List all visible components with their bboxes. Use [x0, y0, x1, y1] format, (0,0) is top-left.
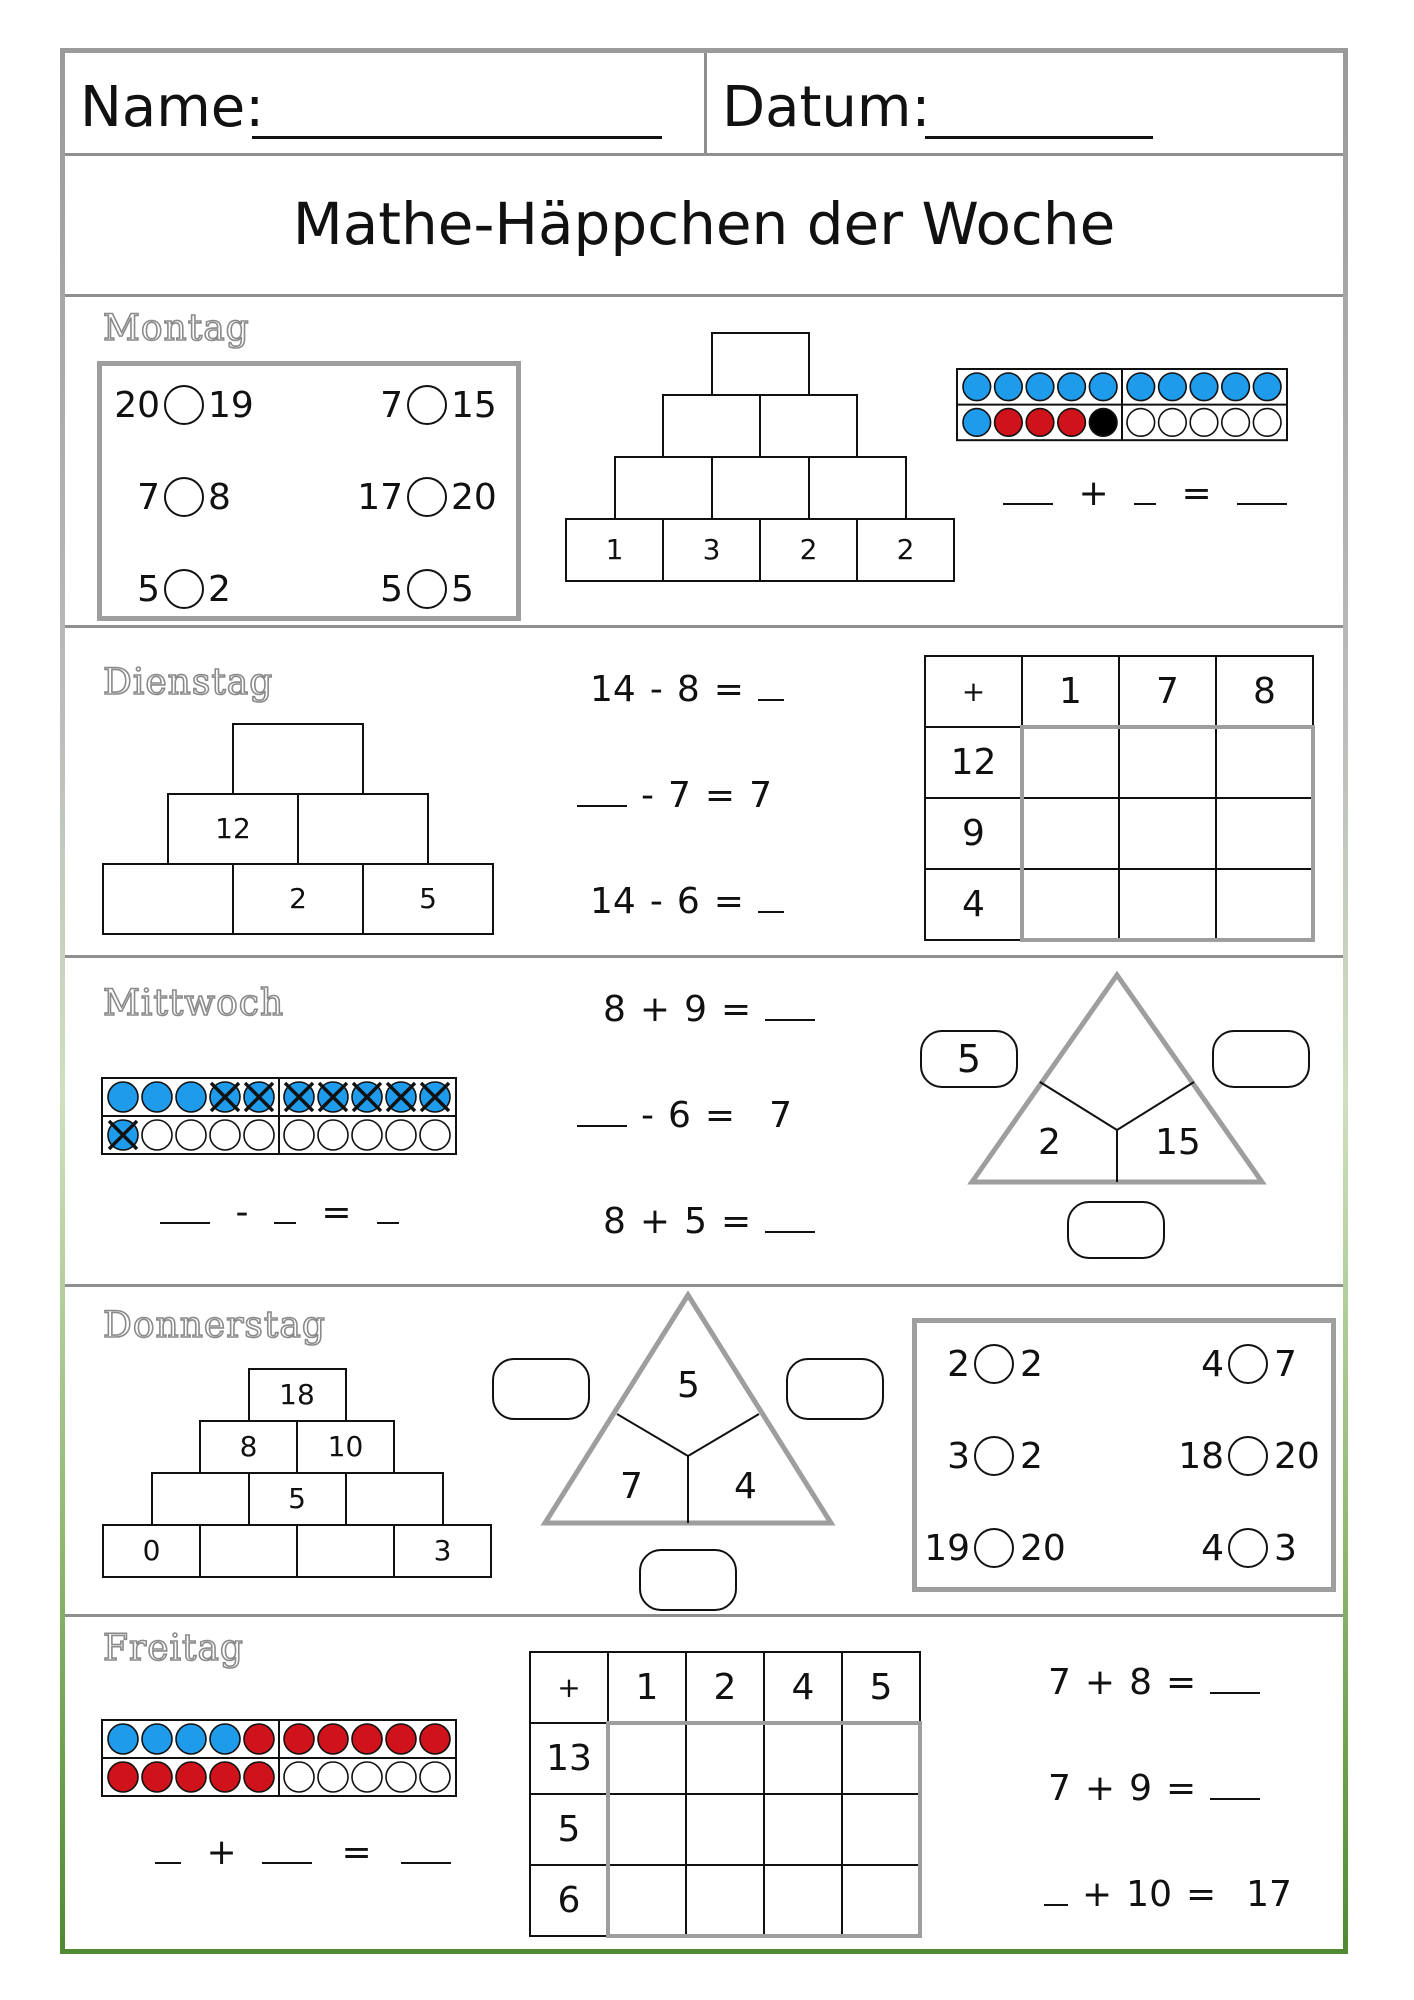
compare-right-number: 19: [208, 385, 254, 426]
compare-left-number: 7: [380, 385, 403, 426]
compare-circle[interactable]: [407, 385, 447, 425]
compare-left-number: 20: [114, 385, 160, 426]
empty-bead: [318, 1120, 348, 1150]
table-column-header: 1: [607, 1651, 687, 1724]
empty-bead: [318, 1762, 348, 1792]
compare-right-number: 8: [208, 477, 231, 518]
triangle-value: 4: [734, 1466, 757, 1507]
compare-right-number: 2: [1020, 1436, 1043, 1477]
compare-circle[interactable]: [164, 569, 204, 609]
compare-left-number: 19: [924, 1528, 970, 1569]
pyramid-cell[interactable]: 2: [856, 518, 955, 582]
table-corner: +: [924, 655, 1023, 728]
blue-bead: [963, 409, 991, 437]
triangle-outer-box-empty[interactable]: [786, 1358, 884, 1420]
blue-bead: [210, 1724, 240, 1754]
table-column-header: 2: [685, 1651, 765, 1724]
equation: 7 + 8 =: [1048, 1665, 1260, 1701]
twenty-bead-rack: [100, 1718, 458, 1798]
pyramid-cell[interactable]: [808, 456, 907, 520]
pyramid-cell[interactable]: [296, 1524, 395, 1578]
date-field[interactable]: [925, 136, 1153, 139]
divider: [65, 153, 1343, 156]
equation: 14 - 8 =: [590, 672, 784, 708]
twenty-bead-rack: [100, 1076, 458, 1156]
compare-left-number: 5: [380, 569, 403, 610]
day-label-dienstag: Dienstag: [103, 662, 274, 703]
pyramid-cell[interactable]: 5: [362, 863, 494, 935]
pyramid-cell[interactable]: 12: [167, 793, 299, 865]
blue-bead: [1159, 373, 1187, 401]
triangle-outer-box-empty[interactable]: [492, 1358, 590, 1420]
compare-circle[interactable]: [974, 1344, 1014, 1384]
triangle-value: 7: [620, 1466, 643, 1507]
pyramid-cell[interactable]: 0: [102, 1524, 201, 1578]
empty-bead: [284, 1762, 314, 1792]
table-row-header: 5: [529, 1793, 609, 1866]
divider: [65, 1284, 1343, 1287]
compare-circle[interactable]: [974, 1528, 1014, 1568]
triangle-outer-box-empty[interactable]: [639, 1549, 737, 1611]
pyramid-cell[interactable]: [614, 456, 713, 520]
empty-bead: [142, 1120, 172, 1150]
compare-circle[interactable]: [164, 477, 204, 517]
divider: [65, 294, 1343, 297]
compare-right-number: 20: [1020, 1528, 1066, 1569]
equation: 8 + 9 =: [603, 992, 815, 1028]
page-title: Mathe-Häppchen der Woche: [292, 190, 1116, 258]
triangle-value: 5: [677, 1365, 700, 1406]
equation: + 10 = 17: [1044, 1877, 1292, 1913]
name-label: Name:: [80, 75, 265, 140]
pyramid-cell[interactable]: [297, 793, 429, 865]
empty-bead: [1190, 409, 1218, 437]
table-answer-area: [606, 1721, 922, 1938]
table-column-header: 1: [1021, 655, 1120, 728]
red-bead: [284, 1724, 314, 1754]
pyramid-cell[interactable]: [759, 394, 858, 458]
empty-bead: [352, 1762, 382, 1792]
addition-task: + =: [1003, 476, 1287, 512]
pyramid-cell[interactable]: [711, 332, 810, 396]
blue-bead: [108, 1724, 138, 1754]
blue-bead: [1058, 373, 1086, 401]
blue-bead: [1222, 373, 1250, 401]
pyramid-cell[interactable]: 3: [393, 1524, 492, 1578]
table-row-header: 4: [924, 868, 1023, 941]
blue-bead: [176, 1082, 206, 1112]
compare-right-number: 5: [451, 569, 474, 610]
table-corner: +: [529, 1651, 609, 1724]
blue-bead: [176, 1724, 206, 1754]
compare-circle[interactable]: [1228, 1528, 1268, 1568]
blue-bead: [995, 373, 1023, 401]
divider: [704, 53, 707, 153]
red-bead: [318, 1724, 348, 1754]
table-row-header: 13: [529, 1722, 609, 1795]
compare-left-number: 2: [947, 1344, 970, 1385]
red-bead: [244, 1762, 274, 1792]
triangle-value: 15: [1155, 1122, 1201, 1163]
red-bead: [1026, 409, 1054, 437]
table-column-header: 5: [841, 1651, 921, 1724]
table-column-header: 4: [763, 1651, 843, 1724]
empty-bead: [210, 1120, 240, 1150]
red-bead: [210, 1762, 240, 1792]
pyramid-cell[interactable]: [102, 863, 234, 935]
day-label-freitag: Freitag: [103, 1628, 244, 1669]
divider: [65, 625, 1343, 628]
compare-left-number: 18: [1178, 1436, 1224, 1477]
compare-right-number: 2: [208, 569, 231, 610]
pyramid-cell[interactable]: 1: [565, 518, 664, 582]
compare-left-number: 5: [137, 569, 160, 610]
pyramid-cell[interactable]: 10: [296, 1420, 395, 1474]
triangle-value: 2: [1038, 1122, 1061, 1163]
compare-right-number: 20: [1274, 1436, 1320, 1477]
pyramid-cell[interactable]: [232, 723, 364, 795]
empty-bead: [284, 1120, 314, 1150]
blue-bead: [142, 1724, 172, 1754]
empty-bead: [176, 1120, 206, 1150]
red-bead: [176, 1762, 206, 1792]
divider: [65, 1614, 1343, 1617]
table-column-header: 8: [1215, 655, 1314, 728]
compare-right-number: 20: [451, 477, 497, 518]
red-bead: [1058, 409, 1086, 437]
divider: [65, 955, 1343, 958]
day-label-mittwoch: Mittwoch: [103, 983, 285, 1024]
compare-left-number: 4: [1201, 1344, 1224, 1385]
date-label: Datum:: [722, 75, 931, 140]
blue-bead: [1190, 373, 1218, 401]
blue-bead: [142, 1082, 172, 1112]
equation: - 7 = 7: [577, 778, 772, 814]
empty-bead: [1222, 409, 1250, 437]
table-answer-area: [1020, 725, 1315, 942]
pyramid-cell[interactable]: [662, 394, 761, 458]
table-column-header: 7: [1118, 655, 1217, 728]
pyramid-cell[interactable]: 18: [248, 1368, 347, 1422]
blue-bead: [1089, 373, 1117, 401]
addition-task: + =: [155, 1835, 451, 1871]
empty-bead: [1253, 409, 1281, 437]
empty-bead: [386, 1762, 416, 1792]
compare-circle[interactable]: [407, 569, 447, 609]
triangle-outer-box: 5: [920, 1030, 1018, 1088]
blue-bead: [1253, 373, 1281, 401]
twenty-bead-rack: [955, 367, 1289, 442]
compare-left-number: 7: [137, 477, 160, 518]
triangle-outer-box-empty[interactable]: [1212, 1030, 1310, 1088]
red-bead: [108, 1762, 138, 1792]
empty-bead: [420, 1762, 450, 1792]
red-bead: [142, 1762, 172, 1792]
pyramid-cell[interactable]: 2: [759, 518, 858, 582]
empty-bead: [1159, 409, 1187, 437]
pyramid-cell[interactable]: 8: [199, 1420, 298, 1474]
compare-circle[interactable]: [1228, 1344, 1268, 1384]
pyramid-cell[interactable]: [345, 1472, 444, 1526]
compare-left-number: 3: [947, 1436, 970, 1477]
table-row-header: 9: [924, 797, 1023, 870]
compare-right-number: 15: [451, 385, 497, 426]
pyramid-cell[interactable]: 3: [662, 518, 761, 582]
red-bead: [352, 1724, 382, 1754]
empty-bead: [352, 1120, 382, 1150]
compare-circle[interactable]: [407, 477, 447, 517]
pyramid-cell[interactable]: [151, 1472, 250, 1526]
blue-bead: [1026, 373, 1054, 401]
equation: 8 + 5 =: [603, 1204, 815, 1240]
red-bead: [386, 1724, 416, 1754]
red-bead: [244, 1724, 274, 1754]
pyramid-cell[interactable]: 2: [232, 863, 364, 935]
compare-right-number: 3: [1274, 1528, 1297, 1569]
blue-bead: [1127, 373, 1155, 401]
blue-bead: [108, 1082, 138, 1112]
compare-right-number: 2: [1020, 1344, 1043, 1385]
name-field[interactable]: [252, 136, 662, 139]
table-row-header: 6: [529, 1864, 609, 1937]
compare-circle[interactable]: [974, 1436, 1014, 1476]
compare-circle[interactable]: [164, 385, 204, 425]
compare-circle[interactable]: [1228, 1436, 1268, 1476]
equation: 14 - 6 =: [590, 884, 784, 920]
pyramid-cell[interactable]: [199, 1524, 298, 1578]
pyramid-cell[interactable]: [711, 456, 810, 520]
empty-bead: [244, 1120, 274, 1150]
empty-bead: [420, 1120, 450, 1150]
empty-bead: [1089, 409, 1117, 437]
red-bead: [420, 1724, 450, 1754]
compare-left-number: 4: [1201, 1528, 1224, 1569]
table-row-header: 12: [924, 726, 1023, 799]
equation: - 6 = 7: [577, 1098, 792, 1134]
equation: 7 + 9 =: [1048, 1771, 1260, 1807]
day-label-donnerstag: Donnerstag: [103, 1305, 326, 1346]
triangle-outer-box-empty[interactable]: [1067, 1201, 1165, 1259]
empty-bead: [386, 1120, 416, 1150]
day-label-montag: Montag: [103, 308, 250, 349]
pyramid-cell[interactable]: 5: [248, 1472, 347, 1526]
blue-bead: [963, 373, 991, 401]
red-bead: [995, 409, 1023, 437]
compare-right-number: 7: [1274, 1344, 1297, 1385]
compare-left-number: 17: [357, 477, 403, 518]
empty-bead: [1127, 409, 1155, 437]
subtraction-task: - =: [160, 1195, 399, 1231]
